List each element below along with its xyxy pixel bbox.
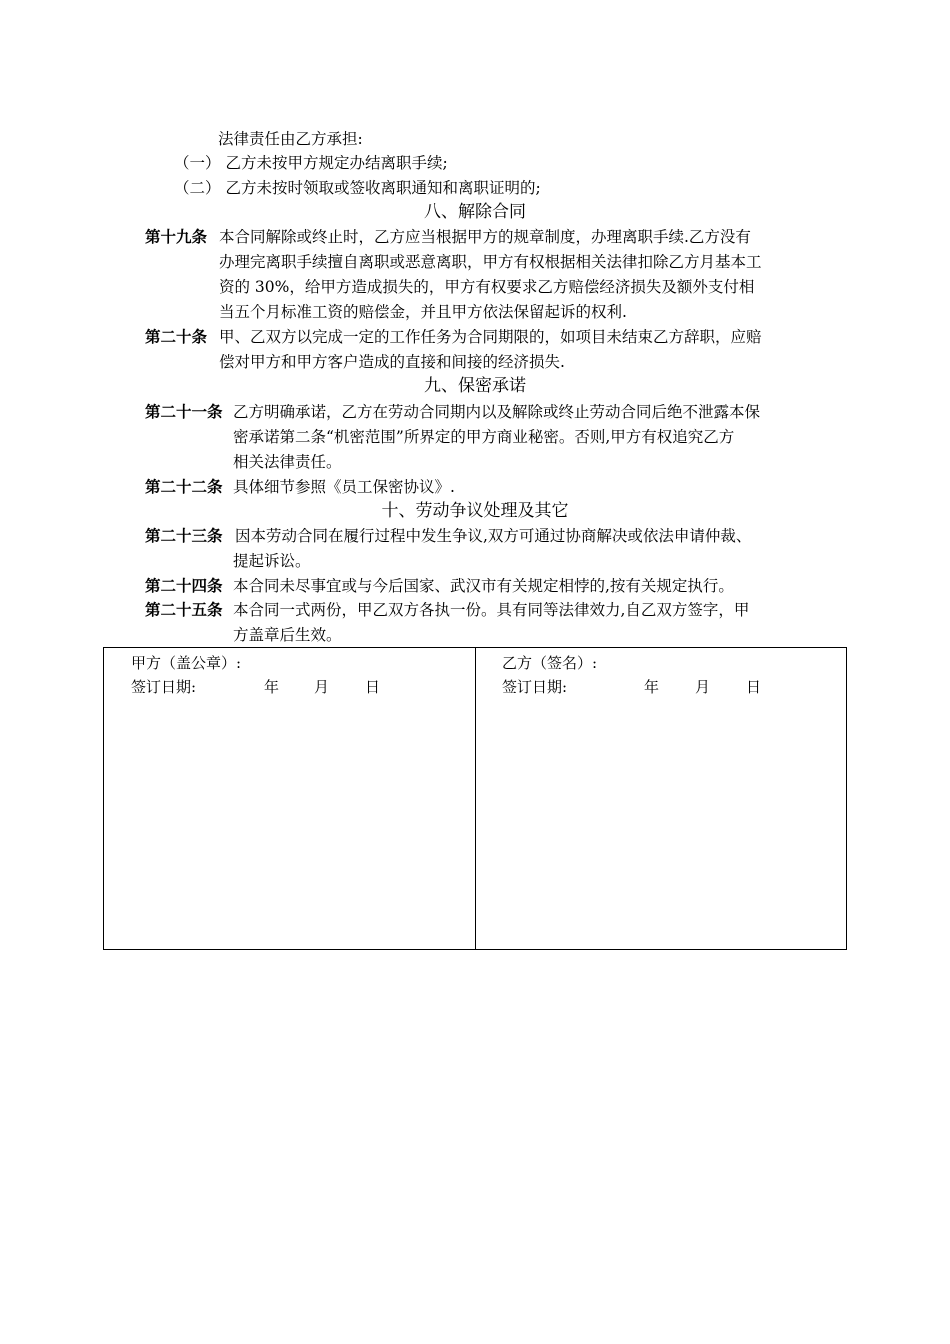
article-text-line: 相关法律责任。 [233, 453, 342, 471]
list-text: 乙方未按时领取或签收离职通知和离职证明的; [225, 179, 541, 197]
party-b-date-label: 签订日期: [502, 678, 568, 696]
party-a-cell [104, 648, 476, 949]
article-text-line: 资的 30%，给甲方造成损失的，甲方有权要求乙方赔偿经济损失及额外支付相 [219, 278, 755, 296]
article-24 [145, 575, 223, 597]
section-heading: 九、保密承诺 [424, 376, 526, 396]
article-text-line: 甲、乙双方以完成一定的工作任务为合同期限的，如项目未结束乙方辞职，应赔 [219, 328, 762, 346]
party-a-label: 甲方（盖公章）: [131, 654, 242, 672]
article-label: 第二十五条 [145, 601, 223, 619]
article-text-line: 当五个月标准工资的赔偿金，并且甲方依法保留起诉的权利. [219, 303, 627, 321]
party-b-year: 年 [644, 678, 660, 696]
article-text-line: 提起诉讼。 [233, 552, 311, 570]
article-text-line: 本合同解除或终止时，乙方应当根据甲方的规章制度，办理离职手续.乙方没有 [219, 228, 751, 246]
party-a-day: 日 [365, 678, 381, 696]
section-heading: 十、劳动争议处理及其它 [381, 501, 569, 521]
list-marker: （二） [174, 179, 221, 197]
article-label: 第二十一条 [145, 403, 223, 421]
article-label: 第二十二条 [145, 478, 223, 496]
article-text-line: 办理完离职手续擅自离职或恶意离职，甲方有权根据相关法律扣除乙方月基本工 [219, 253, 762, 271]
section-heading: 八、解除合同 [424, 202, 526, 222]
list-item-2 [174, 177, 541, 199]
party-b-cell [476, 648, 848, 949]
article-label: 第二十三条 [145, 527, 223, 545]
article-text-line: 乙方明确承诺，乙方在劳动合同期内以及解除或终止劳动合同后绝不泄露本保 [233, 403, 761, 421]
party-a-year: 年 [264, 678, 280, 696]
article-22 [145, 476, 223, 498]
article-25 [145, 599, 223, 621]
continuation-line: 法律责任由乙方承担: [218, 130, 363, 148]
party-b-day: 日 [746, 678, 762, 696]
list-item-1 [174, 152, 448, 174]
article-text-line: 本合同一式两份，甲乙双方各执一份。具有同等法律效力,自乙双方签字，甲 [233, 601, 750, 619]
list-text: 乙方未按甲方规定办结离职手续; [225, 154, 448, 172]
party-a-date-label: 签订日期: [131, 678, 197, 696]
article-text-line: 因本劳动合同在履行过程中发生争议,双方可通过协商解决或依法申请仲裁、 [235, 527, 752, 545]
party-b-month: 月 [695, 678, 711, 696]
article-label: 第十九条 [145, 228, 208, 246]
article-23 [145, 525, 223, 547]
article-label: 第二十条 [145, 328, 208, 346]
article-19 [145, 226, 207, 248]
article-20 [145, 326, 207, 348]
article-text-line: 方盖章后生效。 [233, 626, 342, 644]
party-a-month: 月 [314, 678, 330, 696]
article-21 [145, 401, 223, 423]
article-label: 第二十四条 [145, 577, 223, 595]
article-text-line: 本合同未尽事宜或与今后国家、武汉市有关规定相悖的,按有关规定执行。 [233, 577, 734, 595]
article-text-line: 具体细节参照《员工保密协议》. [233, 478, 455, 496]
signature-table [103, 647, 847, 950]
article-text-line: 偿对甲方和甲方客户造成的直接和间接的经济损失. [219, 353, 565, 371]
party-b-label: 乙方（签名）: [502, 654, 598, 672]
list-marker: （一） [174, 154, 221, 172]
article-text-line: 密承诺第二条“机密范围”所界定的甲方商业秘密。否则,甲方有权追究乙方 [233, 428, 735, 446]
